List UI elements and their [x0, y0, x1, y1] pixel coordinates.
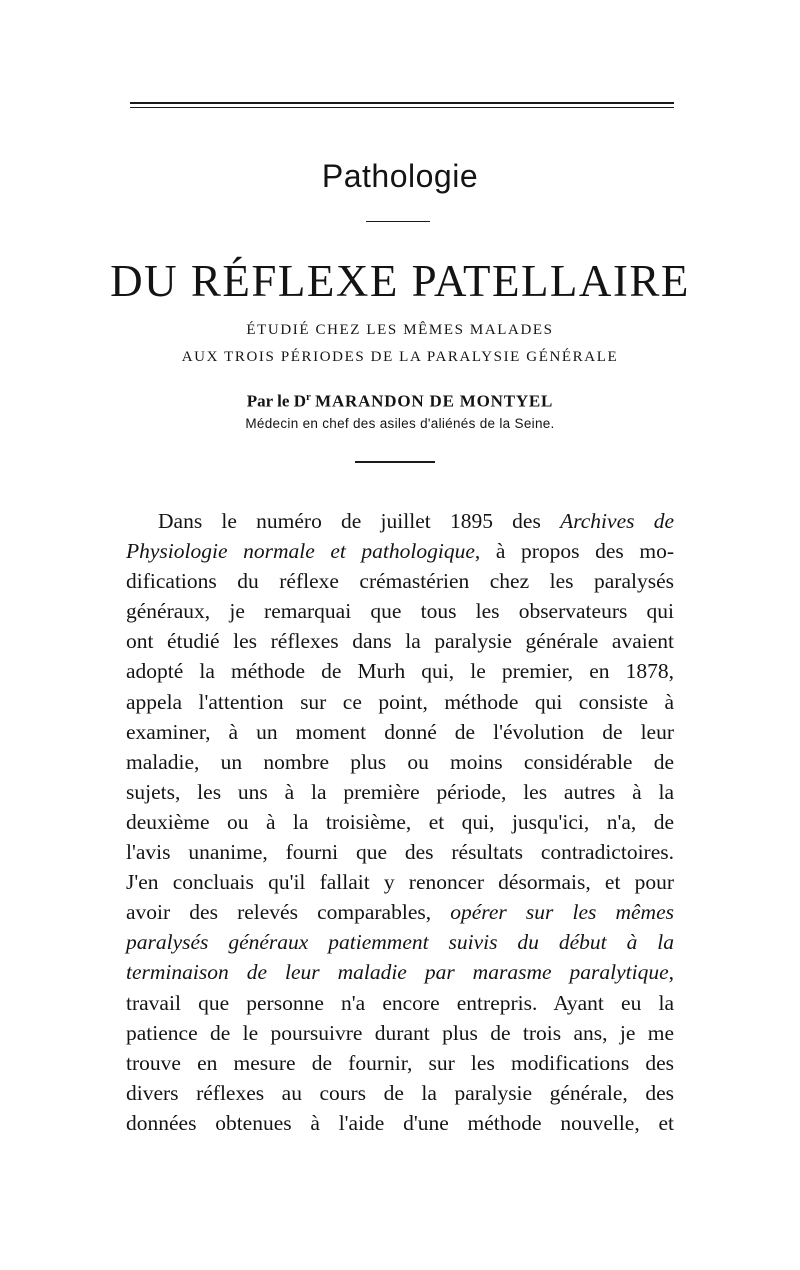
text-line — [126, 747, 674, 777]
top-double-rule — [130, 102, 674, 111]
text-line — [126, 837, 674, 867]
text-segment: trouve en mesure de fournir, sur les modifications des — [126, 1050, 674, 1075]
text-line — [126, 1108, 674, 1138]
text-line — [126, 1018, 674, 1048]
text-segment: patience de le poursuivre durant plus de trois ans, je me — [126, 1020, 674, 1045]
text-segment: J'en concluais qu'il fallait y renoncer désormais, et pour — [126, 870, 674, 895]
text-line — [126, 957, 674, 987]
body-separator-rule — [355, 461, 435, 463]
author-prefix: Par le D — [246, 391, 306, 411]
text-line — [126, 566, 674, 596]
author-affiliation: Médecin en chef des asiles d'aliénés de la Seine. — [245, 416, 555, 431]
text-segment: adopté la méthode de Murh qui, le premier, en 1878, — [126, 659, 674, 684]
author-prefix-sup: r — [305, 391, 311, 403]
text-line — [126, 626, 674, 656]
text-segment: , — [668, 960, 674, 985]
text-segment: deuxième ou à la troisième, et qui, jusqu'ici, n'a, de — [126, 809, 674, 834]
text-line — [126, 777, 674, 807]
text-line — [126, 867, 674, 897]
text-segment: maladie, un nombre plus ou moins considérable de — [126, 749, 674, 774]
body-text — [126, 506, 674, 1138]
article-title: DU RÉFLEXE PATELLAIRE — [110, 256, 690, 306]
text-line — [126, 536, 674, 566]
text-line — [126, 1048, 674, 1078]
text-segment: Dans le numéro de juillet 1895 des — [158, 509, 561, 533]
text-segment: travail que personne n'a encore entrepris. Ayant eu la — [126, 990, 674, 1015]
text-line — [126, 897, 674, 927]
text-segment: Archives de — [560, 509, 674, 533]
text-line — [126, 927, 674, 957]
text-line — [126, 656, 674, 686]
text-segment: examiner, à un moment donné de l'évolution de leur — [126, 719, 674, 744]
text-segment: terminaison de leur maladie par marasme paralytique — [126, 960, 669, 985]
text-line — [126, 687, 674, 717]
subtitle-line-1: ÉTUDIÉ CHEZ LES MÊMES MALADES — [246, 322, 554, 338]
text-segment: opérer sur les mêmes — [450, 900, 674, 925]
text-segment: Physiologie normale et pathologique — [126, 539, 475, 564]
text-segment: , à propos des mo- — [474, 539, 674, 564]
text-line — [126, 717, 674, 747]
text-segment: difications du réflexe crémastérien chez les paralysés — [126, 569, 674, 594]
text-segment: l'avis unanime, fourni que des résultats contradictoires. — [126, 840, 674, 865]
text-segment: avoir des relevés comparables, — [126, 900, 451, 925]
text-segment: ont étudié les réflexes dans la paralysie générale avaient — [126, 629, 674, 654]
text-line — [126, 506, 674, 536]
text-segment: divers réflexes au cours de la paralysie générale, des — [126, 1080, 674, 1105]
text-segment: paralysés généraux patiemment suivis du début à la — [126, 930, 674, 955]
title-separator-rule — [366, 221, 430, 222]
subtitle-line-2: AUX TROIS PÉRIODES DE LA PARALYSIE GÉNÉRALE — [181, 349, 619, 365]
author-name: MARANDON DE MONTYEL — [315, 391, 554, 411]
author-line — [0, 391, 800, 412]
text-line — [126, 807, 674, 837]
text-segment: sujets, les uns à la première période, les autres à la — [126, 779, 674, 804]
text-segment: données obtenues à l'aide d'une méthode nouvelle, et — [126, 1110, 674, 1135]
text-segment: appela l'attention sur ce point, méthode qui consiste à — [126, 689, 674, 714]
text-line — [126, 596, 674, 626]
text-segment: généraux, je remarquai que tous les observateurs qui — [126, 599, 674, 624]
section-title: Pathologie — [321, 158, 479, 194]
text-line — [126, 1078, 674, 1108]
text-line — [126, 988, 674, 1018]
